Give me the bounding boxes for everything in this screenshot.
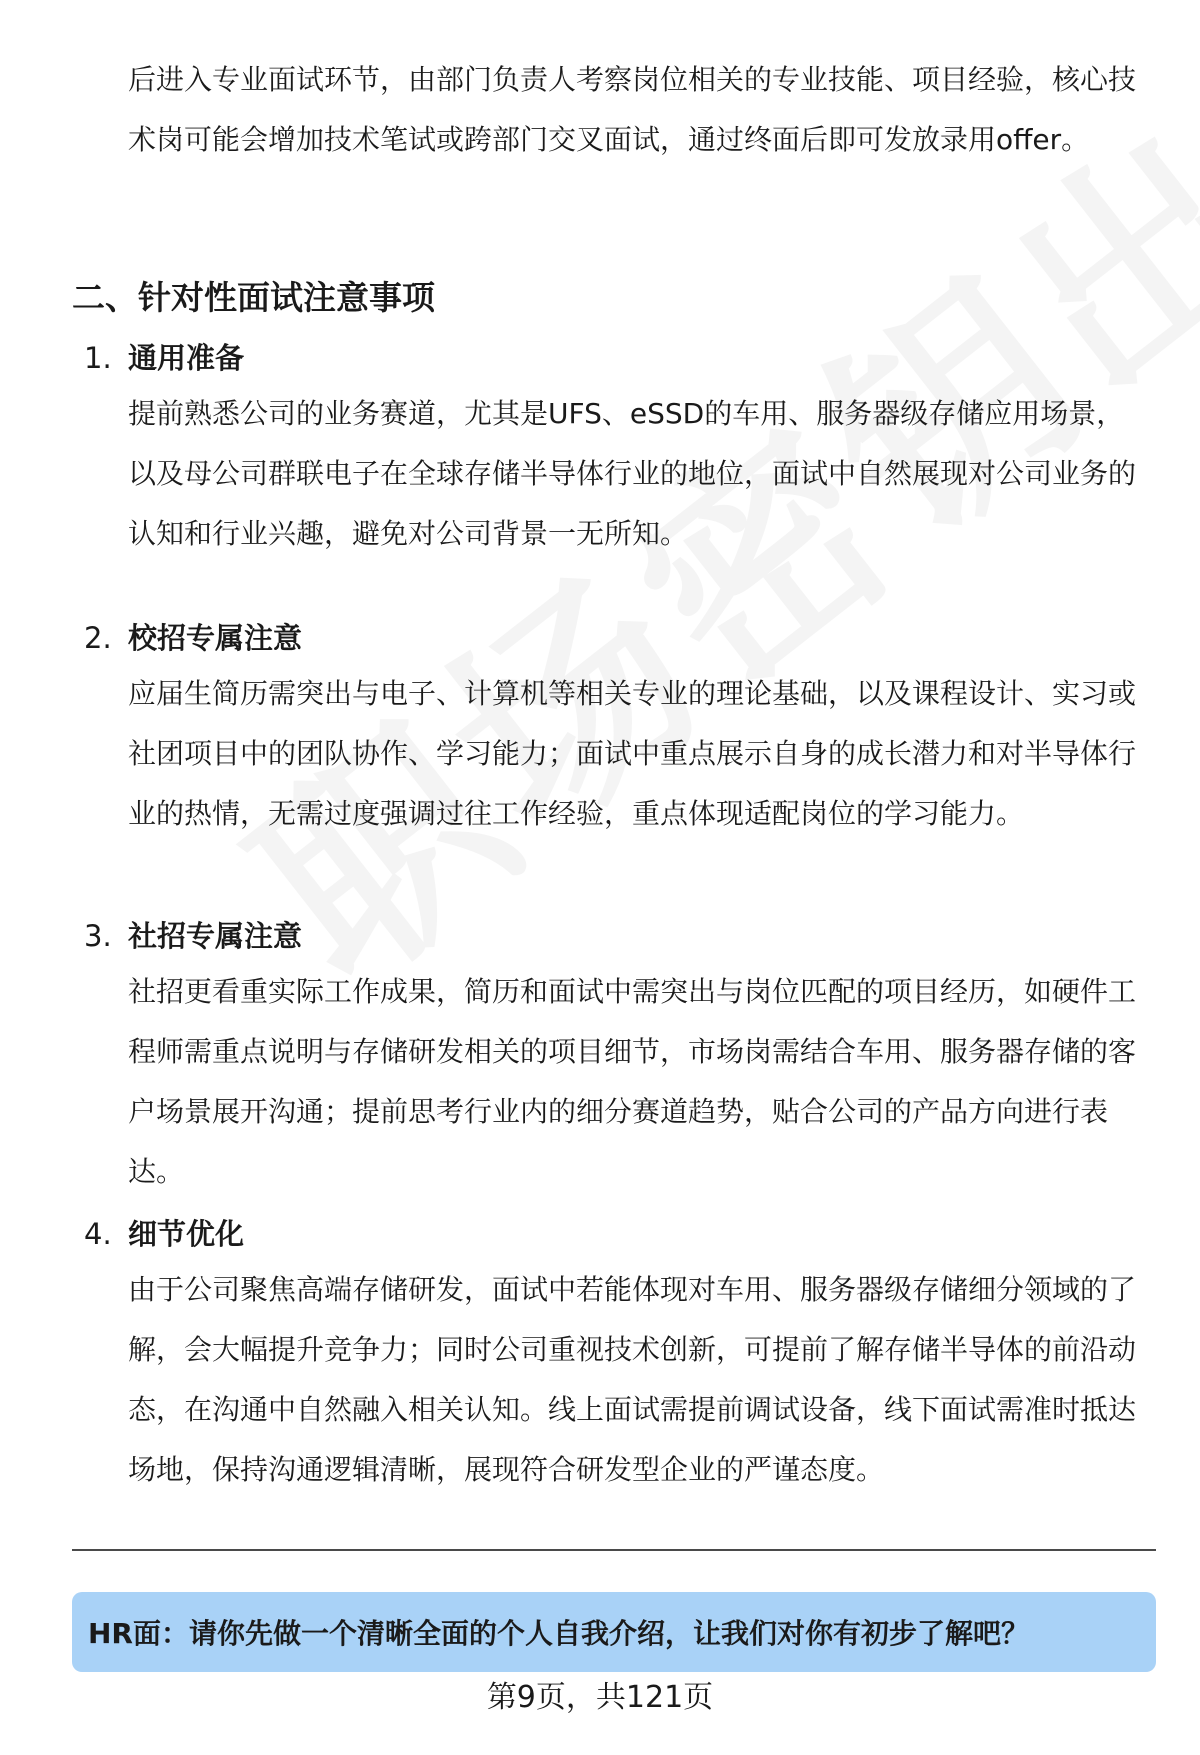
intro-paragraph: 后进入专业面试环节，由部门负责人考察岗位相关的专业技能、项目经验，核心技术岗可能会增加技术笔试或跨部门交叉面试，通过终面后即可发放录用offer。 bbox=[128, 63, 1137, 156]
item-4-body: 由于公司聚焦高端存储研发，面试中若能体现对车用、服务器级存储细分领域的了解，会大幅提升竞争力；同时公司重视技术创新，可提前了解存储半导体的前沿动态，在沟通中自然融入相关认知。线上面试需提前调试设备，线下面试需准时抵达场地，保持沟通逻辑清晰，展现符合研发型企业的严谨态度。 bbox=[128, 1273, 1137, 1486]
item-1-title: 通用准备 bbox=[128, 341, 245, 375]
item-2-body: 应届生简历需突出与电子、计算机等相关专业的理论基础，以及课程设计、实习或社团项目中的团队协作、学习能力；面试中重点展示自身的成长潜力和对半导体行业的热情，无需过度强调过往工作经验，重点体现适配岗位的学习能力。 bbox=[128, 677, 1137, 830]
item-4-number: 4. bbox=[84, 1217, 112, 1251]
page-number-footer: 第9页，共121页 bbox=[486, 1680, 714, 1715]
item-4-heading bbox=[84, 1204, 244, 1264]
hr-question-box bbox=[72, 1592, 1156, 1672]
hr-question-text: HR面：请你先做一个清晰全面的个人自我介绍，让我们对你有初步了解吧？ bbox=[88, 1617, 1029, 1650]
item-4-title: 细节优化 bbox=[128, 1217, 245, 1251]
item-2-title: 校招专属注意 bbox=[128, 621, 303, 655]
item-1-heading bbox=[84, 328, 244, 388]
item-2-heading bbox=[84, 608, 302, 668]
section-divider bbox=[72, 1549, 1156, 1551]
item-3-body: 社招更看重实际工作成果，简历和面试中需突出与岗位匹配的项目经历，如硬件工程师需重点说明与存储研发相关的项目细节，市场岗需结合车用、服务器存储的客户场景展开沟通；提前思考行业内的细分赛道趋势，贴合公司的产品方向进行表达。 bbox=[128, 975, 1137, 1188]
item-3-number: 3. bbox=[84, 919, 112, 953]
item-3-title: 社招专属注意 bbox=[128, 919, 303, 953]
section-title: 二、针对性面试注意事项 bbox=[72, 278, 435, 317]
item-1-body: 提前熟悉公司的业务赛道，尤其是UFS、eSSD的车用、服务器级存储应用场景，以及母公司群联电子在全球存储半导体行业的地位，面试中自然展现对公司业务的认知和行业兴趣，避免对公司背景一无所知。 bbox=[128, 397, 1137, 550]
item-2-number: 2. bbox=[84, 621, 112, 655]
item-3-heading bbox=[84, 906, 302, 966]
item-1-number: 1. bbox=[84, 341, 112, 375]
